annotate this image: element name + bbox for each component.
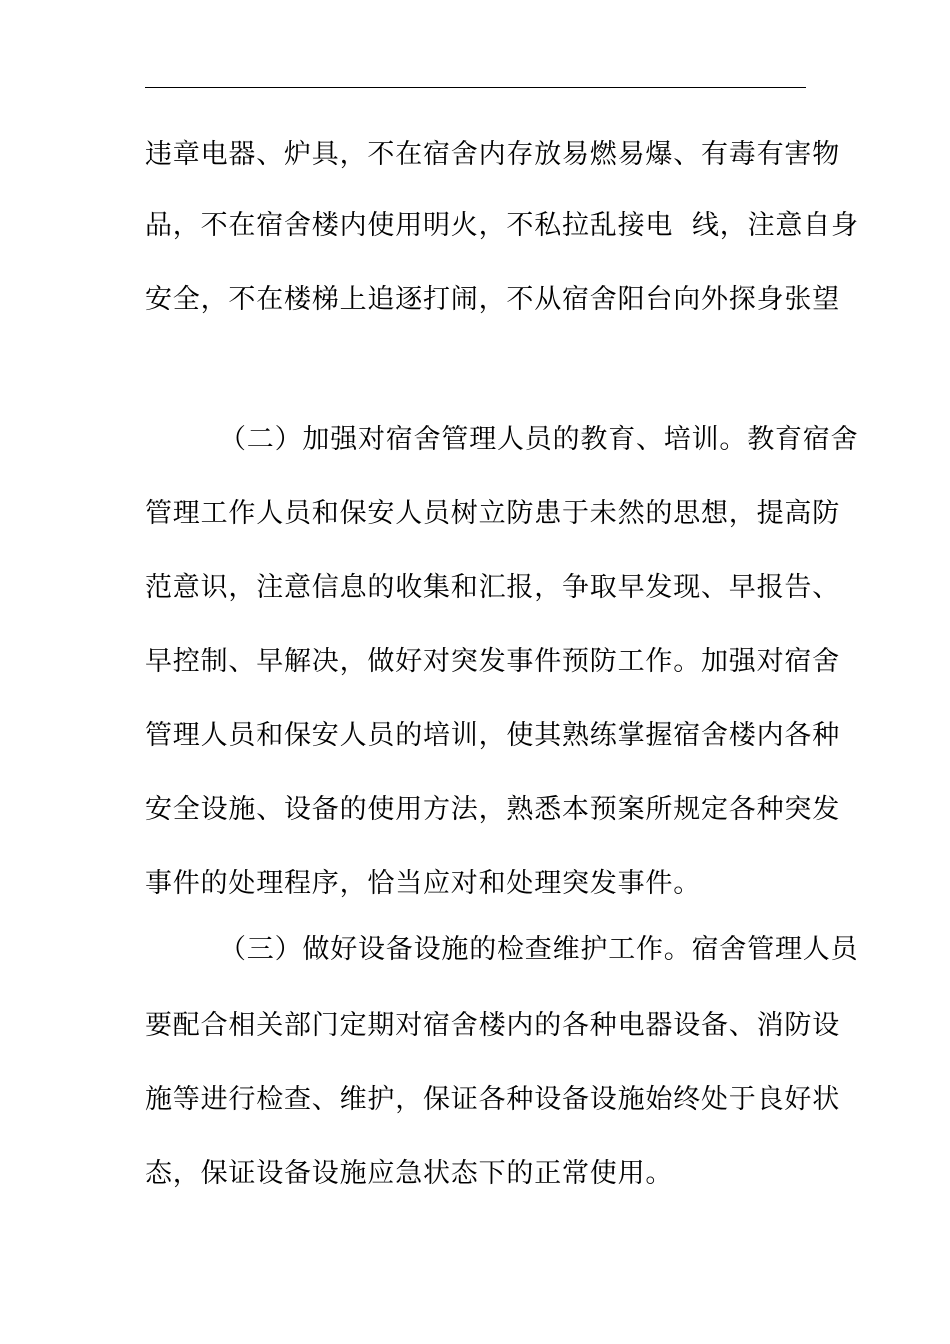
paragraph-1-line-1: 违章电器、炉具，不在宿舍内存放易燃易爆、有毒有害物 (145, 139, 840, 170)
paragraph-2-line-6: 安全设施、设备的使用方法，熟悉本预案所规定各种突发 (145, 794, 840, 825)
paragraph-2-line-5: 管理人员和保安人员的培训，使其熟练掌握宿舍楼内各种 (145, 720, 840, 751)
paragraph-1-line-3: 安全，不在楼梯上追逐打闹，不从宿舍阳台向外探身张望 (145, 284, 840, 315)
paragraph-2-line-3: 范意识，注意信息的收集和汇报，争取早发现、早报告、 (145, 572, 840, 603)
paragraph-3-line-2: 要配合相关部门定期对宿舍楼内的各种电器设备、消防设 (145, 1010, 840, 1041)
paragraph-2-line-2: 管理工作人员和保安人员树立防患于未然的思想，提高防 (145, 498, 840, 529)
paragraph-3-line-3: 施等进行检查、维护，保证各种设备设施始终处于良好状 (145, 1084, 840, 1115)
paragraph-3-line-4: 态，保证设备设施应急状态下的正常使用。 (145, 1158, 674, 1189)
paragraph-2-line-4: 早控制、早解决，做好对突发事件预防工作。加强对宿舍 (145, 646, 840, 677)
paragraph-3-line-1: （三）做好设备设施的检查维护工作。宿舍管理人员 (219, 934, 859, 965)
paragraph-2-line-1: （二）加强对宿舍管理人员的教育、培训。教育宿舍 (219, 424, 859, 455)
paragraph-2-line-7: 事件的处理程序，恰当应对和处理突发事件。 (145, 868, 701, 899)
header-rule (145, 87, 806, 88)
paragraph-1-line-2: 品，不在宿舍楼内使用明火，不私拉乱接电 线，注意自身 (145, 210, 859, 241)
